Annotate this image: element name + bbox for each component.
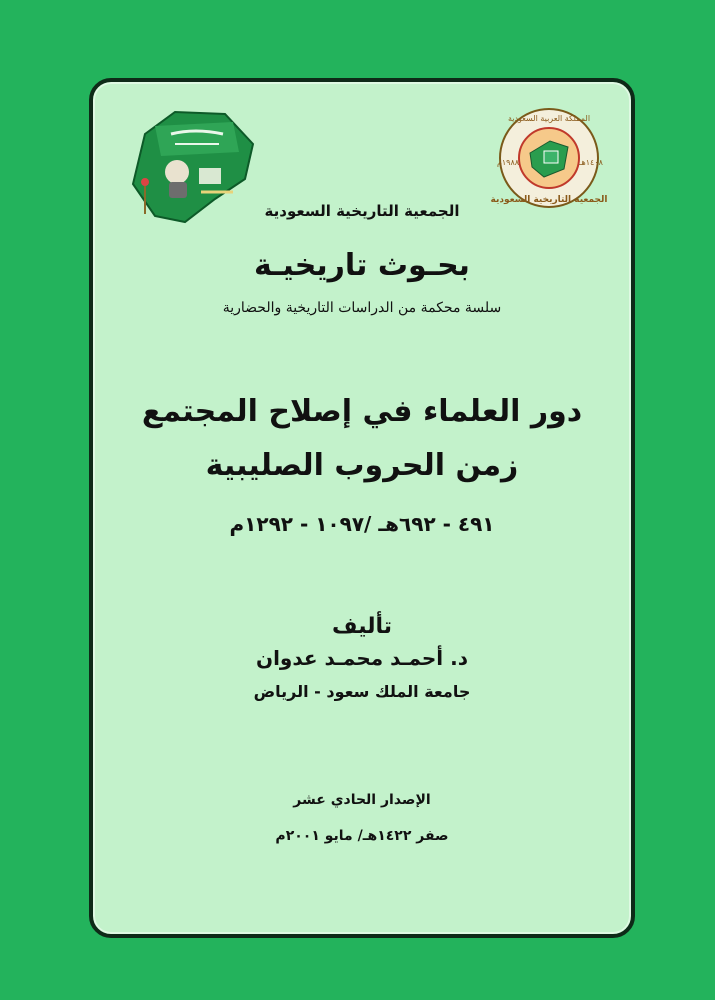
cover-panel bbox=[89, 78, 635, 938]
society-name: الجمعية التاريخية السعودية bbox=[264, 202, 460, 220]
publication-date: صفر ١٤٢٢هـ/ مايو ٢٠٠١م bbox=[275, 828, 449, 844]
author-label: تأليف bbox=[332, 614, 392, 639]
seal-year-hijri: ١٤٠٨هـ bbox=[579, 158, 603, 167]
author-affiliation: جامعة الملك سعود - الرياض bbox=[253, 682, 471, 701]
seal-top-text: المملكة العربية السعودية bbox=[507, 114, 591, 123]
series-subtitle: سلسة محكمة من الدراسات التاريخية والحضارية bbox=[222, 300, 502, 316]
book-title-line1: دور العلماء في إصلاح المجتمع bbox=[141, 394, 583, 429]
society-seal-icon bbox=[490, 107, 608, 209]
seal-year-gregorian: ١٩٨٨م bbox=[496, 158, 520, 167]
series-title: بحـوث تاريخيـة bbox=[254, 248, 470, 283]
edition-text: الإصدار الحادي عشر bbox=[293, 792, 431, 808]
seal-bottom-text: الجمعية التاريخية السعودية bbox=[490, 195, 608, 205]
book-dates: ٤٩١ - ٦٩٢هـ /١٠٩٧ - ١٢٩٢م bbox=[229, 512, 495, 536]
author-name: د. أحمـد محمـد عدوان bbox=[256, 646, 468, 670]
book-title-line2: زمن الحروب الصليبية bbox=[205, 448, 519, 483]
